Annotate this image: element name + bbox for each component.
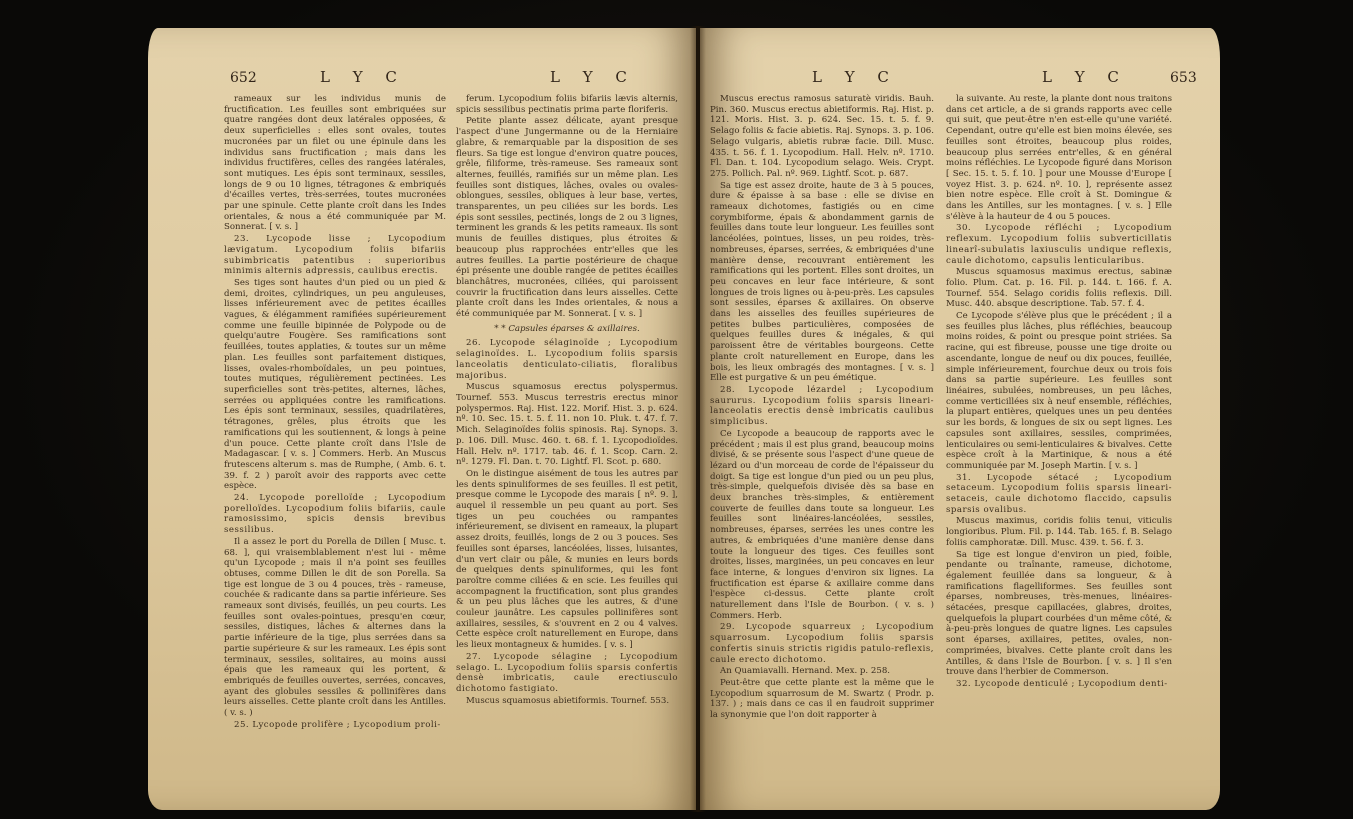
paragraph: Ce Lycopode s'élève plus que le précédent ; il a ses feuilles plus lâches, plus réfléchies, beaucoup moins roides, & point ou presque point striées. Sa racine, qui est fibreuse, pousse une tige droite ou ascendante, longue de neuf ou dix pouces, feuillée, simple inférieurement, fourchue deux ou trois fois dans sa partie supérieure. Les feuilles sont linéaires, subulées, nombreuses, un peu lâches, comme verticillées six à neuf ensemble, réfléchies, la plupart entières, quelques unes un peu dentées sur les bords, & longues de six ou sept lignes. Les capsules sont axillaires, sessiles, comprimées, lenticulaires ou semi-lenticulaires & bivalves. Cette espèce croît à la Martinique, & nous a été communiquée par M. Joseph Martin. [ v. s. ] bbox=[946, 311, 1172, 471]
species-heading: 28. Lycopode lézardel ; Lycopodium saururus. Lycopodium foliis sparsis lineari-lanceolatis erectis densè imbricatis caulibus simplicibus. bbox=[710, 384, 934, 428]
page-number-left: 652 bbox=[230, 70, 257, 86]
paragraph: Ses tiges sont hautes d'un pied ou un pied & demi, droites, cylindriques, un peu anguleuses, lisses inférieurement avec de petites écailles vagues, & élégamment ramifiées supérieurement comme une feuille bipinnée de Polypode ou de quelqu'autre Fougère. Ses ramifications sont feuillées, toutes applaties, & toutes sur un même plan. Les feuilles sont parfaitement distiques, lisses, ovales-rhomboïdales, un peu pointues, toutes mutiques, régulièrement pectinées. Les superficielles sont très-petites, alternes, lâches, serrées ou appliquées contre les ramifications. Les épis sont terminaux, sessiles, quadrilatères, tétragones, grêles, plus étroits que les ramifications qui les soutiennent, & longs à peine d'un pouce. Cette plante croît dans l'Isle de Madagascar. [ v. s. ] Commers. Herb. An Muscus frutescens alterum s. mas de Rumphe, ( Amb. 6. t. 39. f. 2 ) paroît avoir des rapports avec cette espèce. bbox=[224, 277, 446, 492]
species-heading: 27. Lycopode sélagine ; Lycopodium selago. L. Lycopodium foliis sparsis confertis densè imbricatis, caule erectiusculo dichotomo fastigiato. bbox=[456, 651, 678, 694]
paragraph: Sa tige est longue d'environ un pied, foible, pendante ou traînante, rameuse, dichotome, également feuillée dans sa longueur, & à ramifications flagelliformes. Ses feuilles sont éparses, nombreuses, très-menues, linéaires-sétacées, presque capillacées, glabres, droites, quelquefois la plupart courbées d'un même côté, & à-peu-près longues de quatre lignes. Les capsules sont éparses, axillaires, petites, ovales, non-comprimées, bivalves. Cette plante croît dans les Antilles, & dans l'Isle de Bourbon. [ v. s. ] Il s'en trouve dans l'herbier de Commerson. bbox=[946, 549, 1172, 678]
species-heading: 25. Lycopode prolifère ; Lycopodium proli- bbox=[234, 719, 441, 730]
synonymy: Muscus maximus, coridis foliis tenui, viticulis longioribus. Plum. Fil. p. 144. Tab. 165. f. B. Selago foliis camphoratæ. Dill. Musc. 439. t. 56. f. 3. bbox=[946, 516, 1172, 548]
species-heading: 26. Lycopode sélaginoïde ; Lycopodium selaginoïdes. L. Lycopodium foliis sparsis lanceolatis denticulato-ciliatis, floralibus majoribus. bbox=[456, 338, 678, 381]
synonymy: Muscus erectus ramosus saturatè viridis. Bauh. Pin. 360. Muscus erectus abietiformis. Raj. Hist. p. 121. Moris. Hist. 3. p. 624. Sec. 15. t. 5. f. 9. Selago foliis & facie abietis. Raj. Synops. 3. p. 106. Selago vulgaris, abietis rubræ facie. Dill. Musc. 435. t. 56. f. 1. Lycopodium. Hall. Helv. nº. 1710. Fl. Dan. t. 104. Lycopodium selago. Weis. Crypt. 275. Pollich. Pal. nº. 969. Lightf. Scot. p. 687. bbox=[710, 94, 934, 179]
paragraph: rameaux sur les individus munis de fructification. Les feuilles sont embriquées sur quatre rangées dont deux latérales opposées, & deux superficielles : elles sont ovales, toutes mucronées par un filet ou une épinule dans les individus sans fructification ; mais dans les individus fructifères, celles des rangées latérales, sont mutiques. Les épis sont terminaux, sessiles, longs de 9 ou 10 lignes, tétragones & embriqués d'écailles vertes, très-serrées, toutes mucronées par une spinule. Cette plante croît dans les Indes orientales, & nous a été communiquée par M. Sonnerat. [ v. s. ] bbox=[224, 94, 446, 233]
species-heading: 30. Lycopode réfléchi ; Lycopodium reflexum. Lycopodium foliis subverticillatis linearî-subulatis laxiusculis undique reflexis, caule dichotomo, capsulis lenticularibus. bbox=[946, 223, 1172, 266]
section-subheading: * * Capsules éparses & axillaires. bbox=[494, 323, 640, 334]
paragraph: On le distingue aisément de tous les autres par les dents spinuliformes de ses feuilles. Il est petit, presque comme le Lycopode des marais [ nº. 9. ], auquel il ressemble un peu quant au port. Ses tiges un peu couchées ou rampantes inférieurement, se divisent en rameaux, la plupart assez droits, feuillés, longs de 2 ou 3 pouces. Ses feuilles sont éparses, lancéolées, lisses, luisantes, d'un vert clair ou pâle, & munies en leurs bords de quelques dents spinuliformes, qui les font paroître comme ciliées & en scie. Les feuilles qui accompagnent la fructification, sont plus grandes & un peu plus lâches que les autres, & d'une couleur jaunâtre. Les capsules pollinifères sont axillaires, sessiles, & s'ouvrent en 2 ou 4 valves. Cette espèce croît naturellement en Europe, dans les lieux montagneux & humides. [ v. s. ] bbox=[456, 468, 678, 651]
paragraph: la suivante. Au reste, la plante dont nous traitons dans cet article, a de si grands rapports avec celle qui suit, que peut-être n'en est-elle qu'une variété. Cependant, outre qu'elle est bien moins élevée, ses feuilles sont étroites, beaucoup plus roides, beaucoup plus serrées entr'elles, & en général moins réfléchies. Le Lycopode figuré dans Morison [ Sec. 15. t. 5. f. 10. ] pour une Mousse d'Europe [ voyez Hist. 3. p. 624. nº. 10. ], représente assez bien notre espèce. Elle croît à St. Domingue & dans les Antilles, sur les montagnes. [ v. s. ] Elle s'élève à la hauteur de 4 ou 5 pouces. bbox=[946, 94, 1172, 222]
running-head-right-col1: L Y C bbox=[812, 68, 898, 86]
species-heading: 31. Lycopode sétacé ; Lycopodium setaceum. Lycopodium foliis sparsis lineari-setaceis, caule dichotomo flaccido, capsulis sparsis ovalibus. bbox=[946, 472, 1172, 515]
synonymy: Muscus squamosus erectus polyspermus. Tournef. 553. Muscus terrestris erectus minor polyspermos. Raj. Hist. 122. Morif. Hist. 3. p. 624. nº. 10. Sec. 15. t. 5. f. 11. non 10. Pluk. t. 47. f. 7. Mich. Selaginoïdes foliis spinosis. Raj. Synops. 3. p. 106. Dill. Musc. 460. t. 68. f. 1. Lycopodioïdes. Hall. Helv. nº. 1717. tab. 46. f. 1. Scop. Carn. 2. nº. 1279. Fl. Dan. t. 70. Lightf. Fl. Scot. p. 680. bbox=[456, 382, 678, 468]
running-head-left-col1: L Y C bbox=[320, 68, 406, 86]
right-page-column-1 bbox=[710, 94, 934, 806]
paragraph: Peut-être que cette plante est la même que le Lycopodium squarrosum de M. Swartz ( Prodr. p. 137. ) ; mais dans ce cas il en faudroit supprimer la synonymie que l'on doit rapporter à bbox=[710, 677, 934, 721]
paragraph: Il a assez le port du Porella de Dillen [ Musc. t. 68. ], qui vraisemblablement n'est lui - même qu'un Lycopode ; mais il n'a point ses feuilles obtuses, comme Dillen le dit de son Porella. Sa tige est longue de 3 ou 4 pouces, très - rameuse, couchée & radicante dans sa partie inférieure. Ses rameaux sont divisés, feuillés, un peu courts. Les feuilles sont ovales-pointues, presqu'en cœur, sessiles, distiques, lâches & alternes dans la partie inférieure de la tige, plus serrées dans sa partie supérieure & sur les rameaux. Les épis sont terminaux, sessiles, solitaires, au moins aussi épais que les rameaux qui les portent, & embriqués de feuilles ouvertes, serrées, concaves, ayant des globules sessiles & pollinifères dans leurs aisselles. Cette plante croît dans les Antilles. ( v. s. ) bbox=[224, 536, 446, 719]
species-heading: 24. Lycopode porelloïde ; Lycopodium porelloïdes. Lycopodium foliis bifariis, caule ramosissimo, spicis densis brevibus sessilibus. bbox=[224, 493, 446, 536]
left-page-column-1 bbox=[224, 94, 446, 806]
running-head-left-col2: L Y C bbox=[550, 68, 636, 86]
running-head-right-col2: L Y C bbox=[1042, 68, 1128, 86]
paragraph: Ce Lycopode a beaucoup de rapports avec le précédent ; mais il est plus grand, beaucoup moins divisé, & se présente sous l'aspect d'une queue de lézard ou d'un morceau de corde de l'épaisseur du doigt. Sa tige est longue d'un pied ou un peu plus, très-simple, quelquefois divisée dès sa base en deux branches très-simples, & entièrement couverte de feuilles dans toute sa longueur. Les feuilles sont linéaires-lancéolées, sessiles, nombreuses, éparses, serrées les unes contre les autres, & embriquées d'une manière dense dans toute la longueur des tiges. Ces feuilles sont droites, lisses, marginées, un peu concaves en leur face interne, & longues d'environ six lignes. La fructification est éparse & axillaire comme dans l'espèce ci-dessus. Cette plante croît naturellement dans l'Isle de Bourbon. ( v. s. ) Commers. Herb. bbox=[710, 428, 934, 621]
left-page bbox=[148, 28, 696, 810]
paragraph: Petite plante assez délicate, ayant presque l'aspect d'une Jungermanne ou de la Herniaire glabre, & remarquable par la disposition de ses fleurs. Sa tige est longue d'environ quatre pouces, grêle, filiforme, très-rameuse. Ses rameaux sont alternes, feuillés, ramifiés sur un même plan. Les feuilles sont distiques, lâches, ovales ou ovales-oblongues, sessiles, obliques à leur base, vertes, transparentes, un peu ciliées sur les bords. Les épis sont sessiles, pectinés, longs de 2 ou 3 lignes, terminent les grands & les petits rameaux. Ils sont munis de feuilles distiques, plus étroites & beaucoup plus rapprochées entr'elles que les autres feuilles. La partie postérieure de chaque épi présente une double rangée de petites écailles blanchâtres, mucronées, ciliées, qui paroissent couvrir la fructification dans leurs aisselles. Cette plante croît dans les Indes orientales, & nous a été communiquée par M. Sonnerat. [ v. s. ] bbox=[456, 116, 678, 320]
synonymy: An Quamiavalli. Hernand. Mex. p. 258. bbox=[720, 666, 891, 677]
left-page-column-2 bbox=[456, 94, 678, 806]
right-page-column-2 bbox=[946, 94, 1172, 806]
right-page bbox=[700, 28, 1220, 810]
paragraph: ferum. Lycopodium foliis bifariis lævis alternis, spicis sessilibus pectinatis prima parte floriferis. bbox=[456, 94, 678, 115]
page-number-right: 653 bbox=[1170, 70, 1197, 86]
species-heading: 29. Lycopode squarreux ; Lycopodium squarrosum. Lycopodium foliis sparsis confertis sinuis strictis rigidis patulo-reflexis, caule erecto dichotomo. bbox=[710, 622, 934, 665]
species-heading: 23. Lycopode lisse ; Lycopodium lævigatum. Lycopodium foliis bifariis subimbricatis patentibus : superioribus minimis alternis adpressis, caulibus erectis. bbox=[224, 234, 446, 277]
synonymy: Muscus squamosus abietiformis. Tournef. 553. bbox=[466, 695, 670, 706]
species-heading: 32. Lycopode denticulé ; Lycopodium denti- bbox=[956, 678, 1168, 689]
book-gutter bbox=[690, 26, 706, 812]
synonymy: Muscus squamosus maximus erectus, sabinæ folio. Plum. Cat. p. 16. Fil. p. 144. t. 166. f. A. Tournef. 554. Selago coridis foliis reflexis. Dill. Musc. 440. absque descriptione. Tab. 57. f. 4. bbox=[946, 267, 1172, 310]
paragraph: Sa tige est assez droite, haute de 3 à 5 pouces, dure & épaisse à sa base : elle se divise en rameaux dichotomes, fastigiés ou en cime corymbiforme, épais & abondamment garnis de feuilles dans toute leur longueur. Les feuilles sont lancéolées, pointues, lisses, un peu roides, très-nombreuses, éparses, serrées, & embriquées d'une manière dense, recouvrant entièrement les ramifications qui les portent. Elles sont droites, un peu concaves en leur face intérieure, & sont longues de trois lignes ou à-peu-près. Les capsules sont sessiles, éparses & axillaires. On observe dans les aisselles des feuilles supérieures de petites bulbes particulières, composées de quelques feuilles dures & inégales, & qui paroissent être de véritables bourgeons. Cette plante croît naturellement en Europe, dans les bois, les lieux ombragés des montagnes. [ v. s. ] Elle est purgative & un peu émétique. bbox=[710, 180, 934, 384]
